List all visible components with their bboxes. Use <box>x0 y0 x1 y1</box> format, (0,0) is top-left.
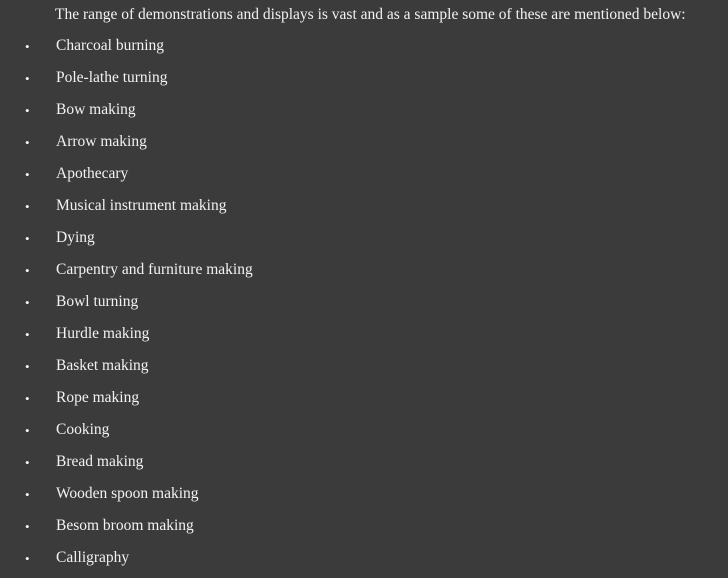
list-item-label: Hurdle making <box>56 325 150 342</box>
list-item <box>0 294 728 326</box>
intro-paragraph: The range of demonstrations and displays is vast and as a sample some of these are mentioned below: <box>55 6 686 23</box>
list-item-label: Bowl turning <box>56 293 139 310</box>
bullet-icon: • <box>25 103 30 118</box>
bullet-icon: • <box>25 135 30 150</box>
list-item <box>0 358 728 390</box>
list-item-label: Basket making <box>56 357 149 374</box>
list-item <box>0 486 728 518</box>
bullet-icon: • <box>25 455 30 470</box>
list-item <box>0 518 728 550</box>
list-item <box>0 134 728 166</box>
list-item-label: Apothecary <box>56 165 129 182</box>
bullet-icon: • <box>25 199 30 214</box>
bullet-icon: • <box>25 167 30 182</box>
bullet-icon: • <box>25 39 30 54</box>
list-item <box>0 230 728 262</box>
list-item-label: Pole-lathe turning <box>56 69 168 86</box>
list-item <box>0 38 728 70</box>
list-item-label: Carpentry and furniture making <box>56 261 253 278</box>
list-item <box>0 198 728 230</box>
list-item-label: Rope making <box>56 389 140 406</box>
list-item <box>0 166 728 198</box>
bullet-icon: • <box>25 295 30 310</box>
list-item <box>0 454 728 486</box>
bullet-icon: • <box>25 551 30 566</box>
bullet-icon: • <box>25 327 30 342</box>
bullet-icon: • <box>25 423 30 438</box>
list-item <box>0 390 728 422</box>
list-item-label: Arrow making <box>56 133 147 150</box>
list-item-label: Besom broom making <box>56 517 194 534</box>
bullet-icon: • <box>25 71 30 86</box>
bullet-icon: • <box>25 263 30 278</box>
list-item-label: Musical instrument making <box>56 197 227 214</box>
list-item-label: Calligraphy <box>56 549 130 566</box>
bullet-icon: • <box>25 487 30 502</box>
bullet-icon: • <box>25 391 30 406</box>
list-item <box>0 326 728 358</box>
list-item <box>0 70 728 102</box>
list-item-label: Bread making <box>56 453 144 470</box>
list-item <box>0 550 728 578</box>
bullet-icon: • <box>25 359 30 374</box>
list-item-label: Bow making <box>56 101 136 118</box>
list-item-label: Cooking <box>56 421 110 438</box>
list-item-label: Dying <box>56 229 95 246</box>
list-item-label: Wooden spoon making <box>56 485 199 502</box>
bullet-icon: • <box>25 231 30 246</box>
demonstrations-list <box>0 38 728 578</box>
list-item <box>0 262 728 294</box>
bullet-icon: • <box>25 519 30 534</box>
list-item-label: Charcoal burning <box>56 37 165 54</box>
list-item <box>0 102 728 134</box>
list-item <box>0 422 728 454</box>
